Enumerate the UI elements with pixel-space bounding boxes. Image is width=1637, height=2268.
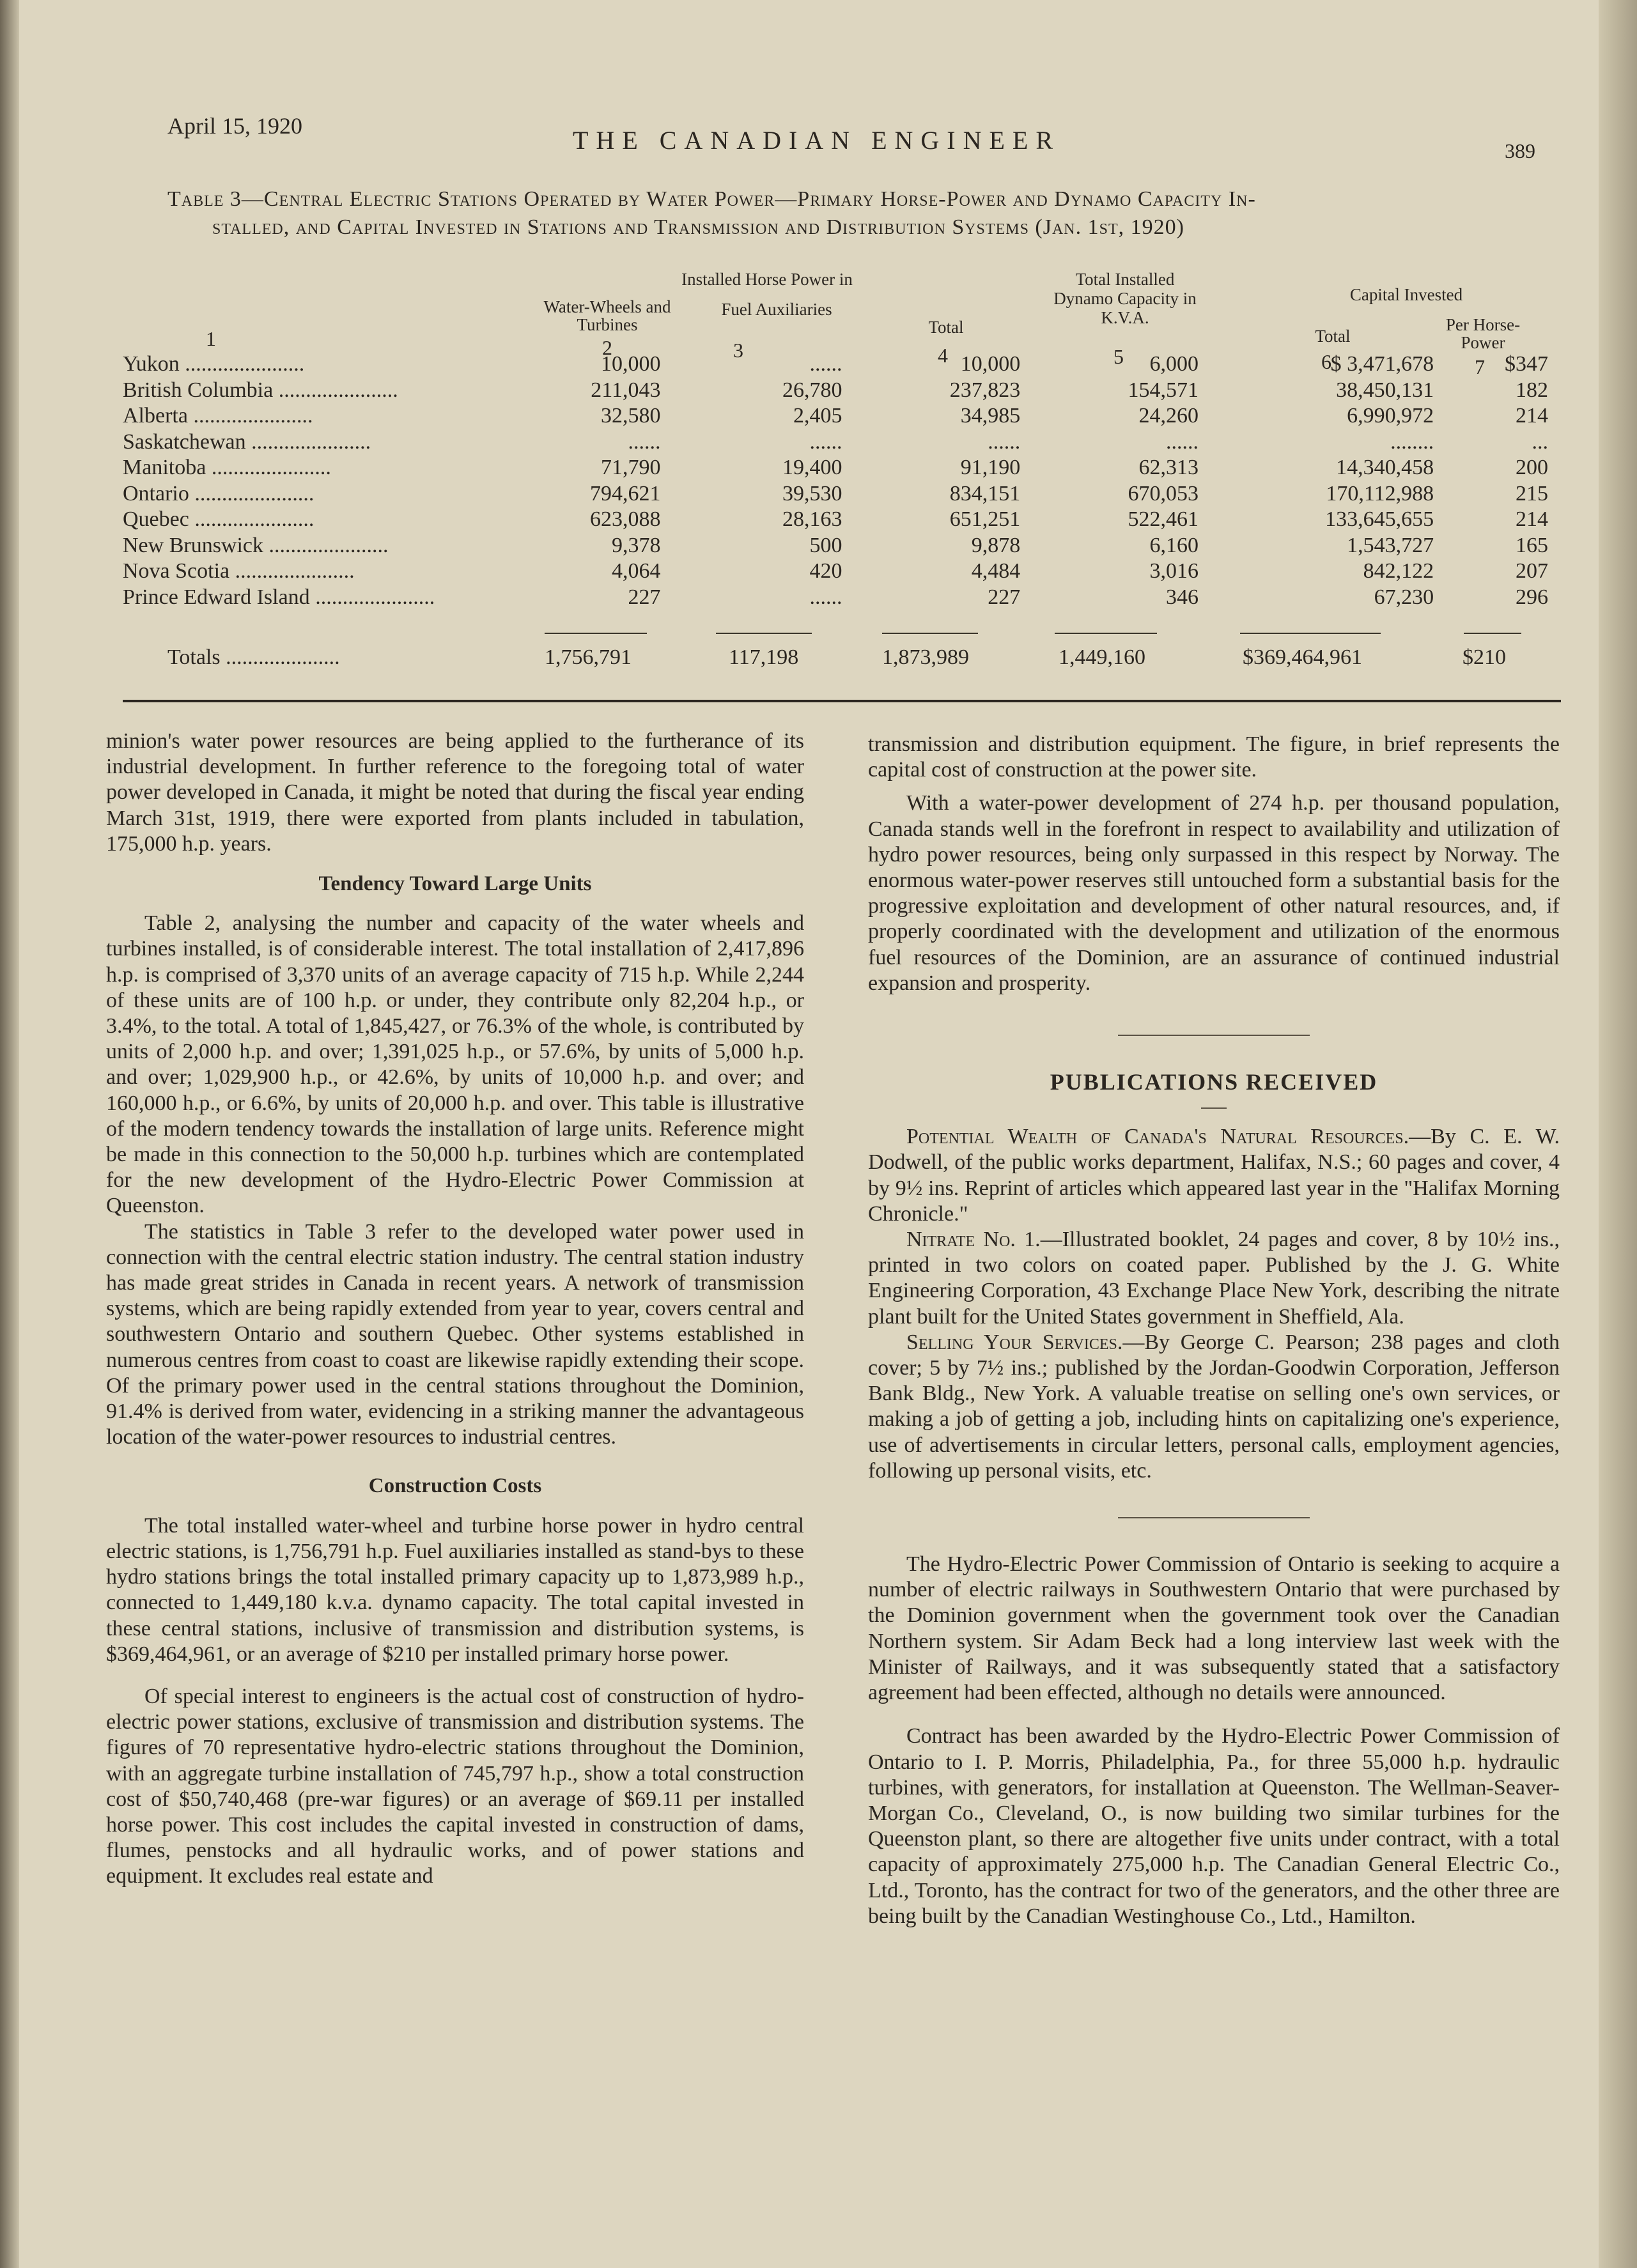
dynamo-kva: 6,160 — [1149, 533, 1199, 557]
total-hp: 227 — [988, 585, 1021, 609]
province-label: Ontario — [123, 481, 189, 505]
page-number: 389 — [1505, 139, 1535, 162]
province-name — [123, 455, 547, 481]
publication-title: Potential Wealth of Canada's Natural Resources. — [906, 1125, 1409, 1149]
fuel-aux-hp: ...... — [809, 429, 842, 454]
fuel-aux-hp: 39,530 — [782, 481, 842, 505]
fuel-aux-hp: 26,780 — [782, 378, 842, 402]
col-capital-total: Total — [1315, 327, 1351, 346]
totals-rule — [716, 633, 812, 634]
totals-kva: 1,449,160 — [1059, 645, 1145, 669]
totals-rule — [1240, 633, 1381, 634]
right-column — [868, 732, 1560, 1929]
publication-title: Selling Your Services. — [906, 1330, 1123, 1354]
capital-total: 133,645,655 — [1325, 507, 1434, 532]
leader-dots: ...................... — [189, 481, 314, 505]
dynamo-kva: 24,260 — [1138, 404, 1199, 428]
province-name — [123, 559, 547, 585]
capital-total: 1,543,727 — [1347, 533, 1434, 557]
col-water-wheels: Water-Wheels and Turbines — [543, 297, 671, 334]
capital-per-hp: 182 — [1516, 378, 1548, 402]
leader-dots: ...................... — [309, 585, 435, 609]
total-hp: 9,878 — [971, 533, 1021, 557]
totals-per-hp: $210 — [1462, 645, 1506, 669]
capital-per-hp: 165 — [1516, 533, 1548, 557]
province-label: New Brunswick — [123, 533, 264, 557]
col-number-6: 6 — [1321, 350, 1331, 373]
capital-per-hp: 214 — [1516, 507, 1548, 532]
col-number-2: 2 — [602, 336, 612, 359]
water-wheels-hp: 32,580 — [601, 404, 661, 428]
province-label: Prince Edward Island — [123, 585, 310, 609]
province-label: Nova Scotia — [123, 559, 230, 583]
table-row — [123, 481, 1548, 507]
water-wheels-hp: 71,790 — [601, 456, 661, 480]
province-name — [123, 429, 547, 456]
page-edge — [1599, 0, 1637, 2268]
province-name — [123, 378, 547, 404]
table-row — [123, 429, 1548, 456]
table-row — [123, 507, 1548, 533]
section-heading-construction-costs: Construction Costs — [368, 1474, 542, 1498]
leader-dots: ...................... — [187, 404, 313, 428]
dynamo-kva: 670,053 — [1128, 481, 1199, 505]
table-caption — [167, 185, 1542, 242]
province-label: Saskatchewan — [123, 429, 246, 454]
publication-details: —By C. E. W. Dodwell, of the public works department, Halifax, N.S.; 60 pages and cover, 4 by 9½ ins. Reprint of articles which appeared last year in the "Halifax Morning Chronicle." — [868, 1125, 1560, 1226]
leader-dots: ...................... — [229, 559, 355, 583]
totals-capital: $369,464,961 — [1243, 645, 1362, 669]
totals-rule — [1055, 633, 1157, 634]
col-number-7: 7 — [1475, 355, 1485, 378]
capital-per-hp: ... — [1532, 429, 1548, 454]
totals-label: Totals ..................... — [167, 645, 340, 669]
table-row — [123, 378, 1548, 404]
water-wheels-hp: 10,000 — [601, 352, 661, 376]
paragraph: The Hydro-Electric Power Commission of Ontario is seeking to acquire a number of electric railways in Southwestern Ontario that were purchased by the Dominion government when the government took over the Canadian Northern system. Sir Adam Beck had a long interview last week with the Minister of Railways, and it was subsequently stated that a satisfactory agreement had been effected, although no details were announced. — [868, 1552, 1560, 1705]
publication-entry — [868, 1124, 1560, 1227]
capital-per-hp: 214 — [1516, 404, 1548, 428]
province-label: Yukon — [123, 352, 180, 376]
section-divider — [1118, 1517, 1310, 1518]
capital-per-hp: 207 — [1516, 559, 1548, 583]
fuel-aux-hp: ...... — [809, 352, 842, 376]
water-wheels-hp: 227 — [628, 585, 661, 609]
totals-rule — [1464, 633, 1521, 634]
dynamo-kva: 346 — [1166, 585, 1199, 609]
province-name — [123, 481, 547, 507]
table-row — [123, 455, 1548, 481]
issue-date: April 15, 1920 — [167, 113, 302, 139]
fuel-aux-hp: ...... — [809, 585, 842, 609]
water-wheels-hp: ...... — [628, 429, 661, 454]
fuel-aux-hp: 420 — [809, 559, 842, 583]
table-bottom-rule — [123, 700, 1561, 702]
leader-dots: ...................... — [179, 352, 305, 376]
capital-total: 14,340,458 — [1336, 456, 1434, 480]
province-label: Manitoba — [123, 456, 206, 480]
paragraph: The statistics in Table 3 refer to the developed water power used in connection with the central electric station industry. The central station industry has made great strides in Canada in recent years. A network of transmission systems, which are being rapidly extended from year to year, covers central and southwestern Ontario and southern Quebec. Other systems established in numerous centres from coast to coast are likewise rapidly extending their scope. Of the primary power used in the central stations throughout the Dominion, 91.4% is derived from water, evidencing in a striking manner the advantageous location of the water-power resources to industrial centres. — [106, 1219, 804, 1449]
paragraph: transmission and distribution equipment. The figure, in brief represents the capital cost of construction at the power site. — [868, 732, 1560, 782]
capital-per-hp: $347 — [1505, 352, 1548, 376]
fuel-aux-hp: 19,400 — [782, 456, 842, 480]
table-row — [123, 559, 1548, 585]
table-row — [123, 533, 1548, 559]
province-name — [123, 585, 547, 611]
journal-title: THE CANADIAN ENGINEER — [573, 126, 1061, 155]
province-name — [123, 507, 547, 533]
leader-dots: ...................... — [273, 378, 398, 402]
water-power-table — [123, 351, 1548, 610]
capital-per-hp: 296 — [1516, 585, 1548, 609]
publication-details: —By George C. Pearson; 238 pages and cloth cover; 5 by 7½ ins.; published by the Jordan-Goodwin Corporation, Jefferson Bank Bldg., New York. A valuable treatise on selling one's own services, or making a job of getting a job, including hints on capitalizing one's experience, use of advertisements in circular letters, personal calls, employment agencies, following up personal visits, etc. — [868, 1330, 1560, 1483]
total-hp: 4,484 — [971, 559, 1021, 583]
table-row — [123, 351, 1548, 378]
total-hp: ...... — [988, 429, 1021, 454]
publications-heading: PUBLICATIONS RECEIVED — [1050, 1069, 1378, 1095]
totals-total: 1,873,989 — [882, 645, 969, 669]
total-hp: 651,251 — [949, 507, 1021, 532]
leader-dots: ...................... — [263, 533, 389, 557]
leader-dots: ...................... — [245, 429, 371, 454]
col-number-1: 1 — [206, 327, 216, 350]
water-wheels-hp: 623,088 — [590, 507, 661, 532]
paragraph: Table 2, analysing the number and capacity of the water wheels and turbines installed, is of considerable interest. The total installation of 2,417,896 h.p. is comprised of 3,370 units of an average capacity of 715 h.p. While 2,244 of these units are of 100 h.p. or under, they contribute only 82,204 h.p., or 3.4%, to the total. A total of 1,845,427, or 76.3% of the whole, is contributed by units of 2,000 h.p. and over; 1,391,025 h.p., or 57.6%, by units of 5,000 h.p. and over; 1,029,900 h.p., or 42.6%, by units of 10,000 h.p. and over; and 160,000 h.p., or 6.6%, by units of 20,000 h.p. and over. This table is illustrative of the modern tendency towards the installation of large units. Reference might be made in this connection to the 50,000 h.p. turbines which are contemplated for the new development of the Hydro-Electric Power Commission at Queenston. — [106, 911, 804, 1218]
water-wheels-hp: 794,621 — [590, 481, 661, 505]
total-hp: 237,823 — [949, 378, 1021, 402]
total-hp: 834,151 — [949, 481, 1021, 505]
totals-rule — [545, 633, 647, 634]
publication-title: Nitrate No. 1. — [906, 1228, 1041, 1252]
paragraph: minion's water power resources are being applied to the furtherance of its industrial development. In further reference to the foregoing total of water power developed in Canada, it might be noted that during the fiscal year ending March 31st, 1919, there were exported from plants included in tabulation, 175,000 h.p. years. — [106, 729, 804, 856]
heading-underline — [1201, 1107, 1227, 1109]
publication-details: —Illustrated booklet, 24 pages and cover, 8 by 10½ ins., printed in two colors on coated paper. Published by the J. G. White Engineering Corporation, 43 Exchange Place New York, describing the nitrate plant built for the United States government in Sheffield, Ala. — [868, 1228, 1560, 1329]
col-number-4: 4 — [938, 344, 948, 367]
fuel-aux-hp: 500 — [809, 533, 842, 557]
paragraph: Of special interest to engineers is the actual cost of construction of hydro-electric power stations, exclusive of transmission and distribution systems. The figures of 70 representative hydro-electric stations throughout the Dominion, with an aggregate turbine installation of 745,797 h.p., show a total construction cost of $50,740,468 (pre-war figures) or an average of $69.11 per installed horse power. This cost includes the capital invested in construction of dams, flumes, penstocks and all hydraulic works, and of power stations and equipment. It excludes real estate and — [106, 1684, 804, 1888]
capital-total: 6,990,972 — [1347, 404, 1434, 428]
capital-total: 67,230 — [1374, 585, 1434, 609]
col-per-hp: Per Horse-Power — [1445, 315, 1521, 352]
dynamo-kva: 62,313 — [1138, 456, 1199, 480]
total-hp: 34,985 — [960, 404, 1021, 428]
dynamo-kva: 3,016 — [1149, 559, 1199, 583]
province-name — [123, 533, 547, 559]
table-caption-line1: Table 3—Central Electric Stations Operated by Water Power—Primary Horse-Power and Dynamo Capacity In- — [167, 187, 1256, 211]
total-hp: 10,000 — [960, 352, 1021, 376]
capital-per-hp: 215 — [1516, 481, 1548, 505]
water-wheels-hp: 211,043 — [591, 378, 661, 402]
publication-entry — [868, 1330, 1560, 1484]
capital-total: 38,450,131 — [1336, 378, 1434, 402]
leader-dots: ...................... — [206, 456, 331, 480]
totals-fuel: 117,198 — [729, 645, 799, 669]
col-number-5: 5 — [1113, 345, 1124, 368]
leader-dots: ...................... — [189, 507, 314, 532]
group-capital: Capital Invested — [1349, 285, 1463, 304]
capital-total: $ 3,471,678 — [1330, 352, 1434, 376]
capital-per-hp: 200 — [1516, 456, 1548, 480]
table-row — [123, 585, 1548, 611]
left-column — [106, 729, 804, 1890]
total-hp: 91,190 — [960, 456, 1021, 480]
paragraph: With a water-power development of 274 h.p. per thousand population, Canada stands well in the forefront in respect to availability and utilization of hydro power resources, being only surpassed in this respect by Norway. The enormous water-power reserves still untouched form a substantial basis for the progressive exploitation and development of other natural resources, and, if properly coordinated with the development and utilization of the enormous fuel resources of the Dominion, are an assurance of continued industrial expansion and prosperity. — [868, 791, 1560, 995]
water-wheels-hp: 9,378 — [612, 533, 661, 557]
col-total-hp: Total — [928, 318, 964, 337]
paragraph: The total installed water-wheel and turbine horse power in hydro central electric stations, is 1,756,791 h.p. Fuel auxiliaries installed as stand-bys to these hydro stations brings the total installed primary capacity up to 1,873,989 h.p., connected to 1,449,180 k.v.a. dynamo capacity. The total capital invested in these central stations, inclusive of transmission and distribution systems, is $369,464,961, or an average of $210 per installed primary horse power. — [106, 1513, 804, 1666]
dynamo-kva: 154,571 — [1128, 378, 1199, 402]
col-number-3: 3 — [733, 339, 743, 362]
group-installed-hp: Installed Horse Power in — [681, 270, 853, 289]
totals-rule — [882, 633, 978, 634]
section-divider — [1118, 1035, 1310, 1036]
province-name — [123, 351, 547, 378]
fuel-aux-hp: 2,405 — [793, 404, 842, 428]
province-label: Quebec — [123, 507, 189, 532]
dynamo-kva: 6,000 — [1149, 352, 1199, 376]
fuel-aux-hp: 28,163 — [782, 507, 842, 532]
table-caption-line2: stalled, and Capital Invested in Stations and Transmission and Distribution Systems (Jan. 1st, 1920) — [212, 215, 1184, 239]
capital-total: ........ — [1390, 429, 1434, 454]
dynamo-kva: ...... — [1166, 429, 1199, 454]
publication-entry — [868, 1227, 1560, 1330]
section-heading-large-units: Tendency Toward Large Units — [318, 872, 592, 896]
group-dynamo: Total Installed Dynamo Capacity in K.V.A. — [1053, 270, 1197, 327]
totals-water: 1,756,791 — [545, 645, 632, 669]
capital-total: 170,112,988 — [1326, 481, 1434, 505]
dynamo-kva: 522,461 — [1128, 507, 1199, 532]
capital-total: 842,122 — [1363, 559, 1434, 583]
table-row — [123, 403, 1548, 429]
province-name — [123, 403, 547, 429]
paragraph: Contract has been awarded by the Hydro-Electric Power Commission of Ontario to I. P. Morris, Philadelphia, Pa., for three 55,000 h.p. hydraulic turbines, with generators, for installation at Queenston. The Wellman-Seaver-Morgan Co., Cleveland, O., is now building two similar turbines for the Queenston plant, so there are altogether five units under contract, with a total capacity of approximately 275,000 h.p. The Canadian General Electric Co., Ltd., Toronto, has the contract for two of the generators, and the other three are being built by the Canadian Westinghouse Co., Ltd., Hamilton. — [868, 1724, 1560, 1928]
water-wheels-hp: 4,064 — [612, 559, 661, 583]
binding-shadow — [0, 0, 19, 2268]
province-label: British Columbia — [123, 378, 274, 402]
col-fuel-aux: Fuel Auxiliaries — [721, 300, 832, 319]
province-label: Alberta — [123, 404, 188, 428]
